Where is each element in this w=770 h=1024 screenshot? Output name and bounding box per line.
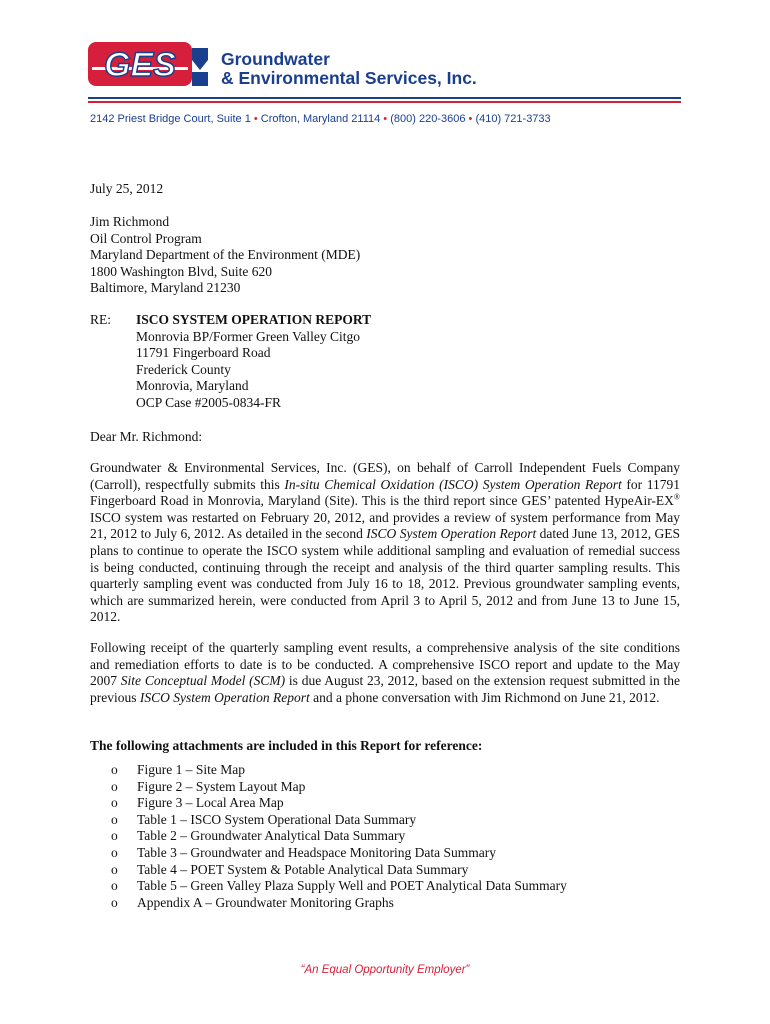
paragraph-2 [90,640,680,706]
p1-italic-report-ref: ISCO System Operation Report [366,526,537,542]
p2-text-b: is due August 23, 2012, based on the extension request submitted in the previous [90,673,681,705]
attachments-heading: The following attachments are included in this Report for reference: [90,738,483,753]
recipient-line: Oil Control Program [90,230,202,246]
footer-tagline: “An Equal Opportunity Employer” [300,964,470,976]
recipient-line: 1800 Washington Blvd, Suite 620 [90,263,273,279]
p2-text-a: Following receipt of the quarterly sampling event results, a comprehensive analysis of the site conditions and remediation efforts to date is to be conducted. A comprehensive ISCO report and update to the May 2007 [90,640,680,689]
bullet-separator: • [468,113,476,125]
list-item-label: Appendix A – Groundwater Monitoring Graphs [137,894,394,910]
list-bullet: o [111,811,118,827]
re-line: 11791 Fingerboard Road [136,345,271,361]
recipient-line: Jim Richmond [90,214,170,229]
registered-mark: ® [673,492,680,502]
svg-text:GES: GES [104,46,176,84]
list-bullet: o [111,894,118,910]
salutation: Dear Mr. Richmond: [90,429,203,444]
company-name [221,50,477,88]
list-bullet: o [111,778,118,794]
address-city: Crofton, Maryland 21114 [260,113,381,125]
re-line: Monrovia, Maryland [136,378,249,394]
bullet-separator: • [383,113,391,125]
re-line: OCP Case #2005-0834-FR [136,394,282,410]
ges-logo [88,42,212,94]
p1-italic-report-title: In-situ Chemical Oxidation (ISCO) System Operation Report [284,476,622,492]
re-title: ISCO SYSTEM OPERATION REPORT [136,312,372,327]
p2-italic-report-ref: ISCO System Operation Report [139,689,310,705]
list-item-label: Table 2 – Groundwater Analytical Data Summary [137,828,406,844]
p1-text-d: dated June 13, 2012, GES plans to continue to operate the ISCO system while additional sampling and evaluation of remedial success is being conducted, continuing through the receipt and analysis of the third quarter sampling results. This quarterly sampling event was conducted from July 16 to 18, 2012. Previous groundwater sampling events, which are summarized herein, were conducted from April 3 to April 5, 2012 and from June 13 to June 15, 2012. [90,526,680,625]
re-lines [136,312,371,412]
list-item-label: Figure 1 – Site Map [137,762,245,777]
list-bullet: o [111,762,118,777]
list-item-label: Table 4 – POET System & Potable Analytical Data Summary [137,861,469,877]
list-bullet: o [111,795,118,811]
re-label: RE: [90,312,112,327]
address-street: 2142 Priest Bridge Court, Suite 1 [90,113,251,125]
list-item-label: Table 1 – ISCO System Operational Data Summary [137,811,417,827]
p1-text-c: ISCO system was restarted on February 20, 2012, and provides a review of system performance from May 21, 2012 to July 6, 2012. As detailed in the second [90,509,680,542]
list-bullet: o [111,861,118,877]
p2-italic-scm: Site Conceptual Model (SCM) [120,673,286,689]
phone-primary: (800) 220-3606 [390,113,466,125]
p2-text-c: and a phone conversation with Jim Richmond on June 21, 2012. [309,689,660,705]
company-line2: & Environmental Services, Inc. [221,68,477,88]
company-address [90,113,551,125]
letterhead-rule-red [88,101,681,103]
p1-text-a: Groundwater & Environmental Services, Inc. (GES), on behalf of Carroll Independent Fuels Company (Carroll), respectfully submits this [90,460,680,492]
recipient-block [90,214,680,297]
recipient-line: Maryland Department of the Environment (MDE) [90,247,361,263]
letterhead-rule-blue [88,97,681,99]
recipient-line: Baltimore, Maryland 21230 [90,280,241,296]
p1-text-b: for 11791 Fingerboard Road in Monrovia, Maryland (Site). This is the third report since GES’ patented HypeAir-EX [90,476,680,509]
list-item-label: Figure 2 – System Layout Map [137,778,306,794]
re-line: Monrovia BP/Former Green Valley Citgo [136,328,360,344]
list-bullet: o [111,828,118,844]
letter-date: July 25, 2012 [90,181,164,196]
bullet-separator: • [253,113,261,125]
phone-secondary: (410) 721-3733 [475,113,551,125]
company-line1: Groundwater [221,49,330,69]
paragraph-1 [90,460,680,626]
list-item-label: Figure 3 – Local Area Map [137,795,284,811]
re-line: Frederick County [136,361,231,377]
list-item-label: Table 5 – Green Valley Plaza Supply Well and POET Analytical Data Summary [137,878,567,894]
list-bullet: o [111,844,118,860]
list-item-label: Table 3 – Groundwater and Headspace Monitoring Data Summary [137,844,496,860]
list-bullet: o [111,878,118,894]
